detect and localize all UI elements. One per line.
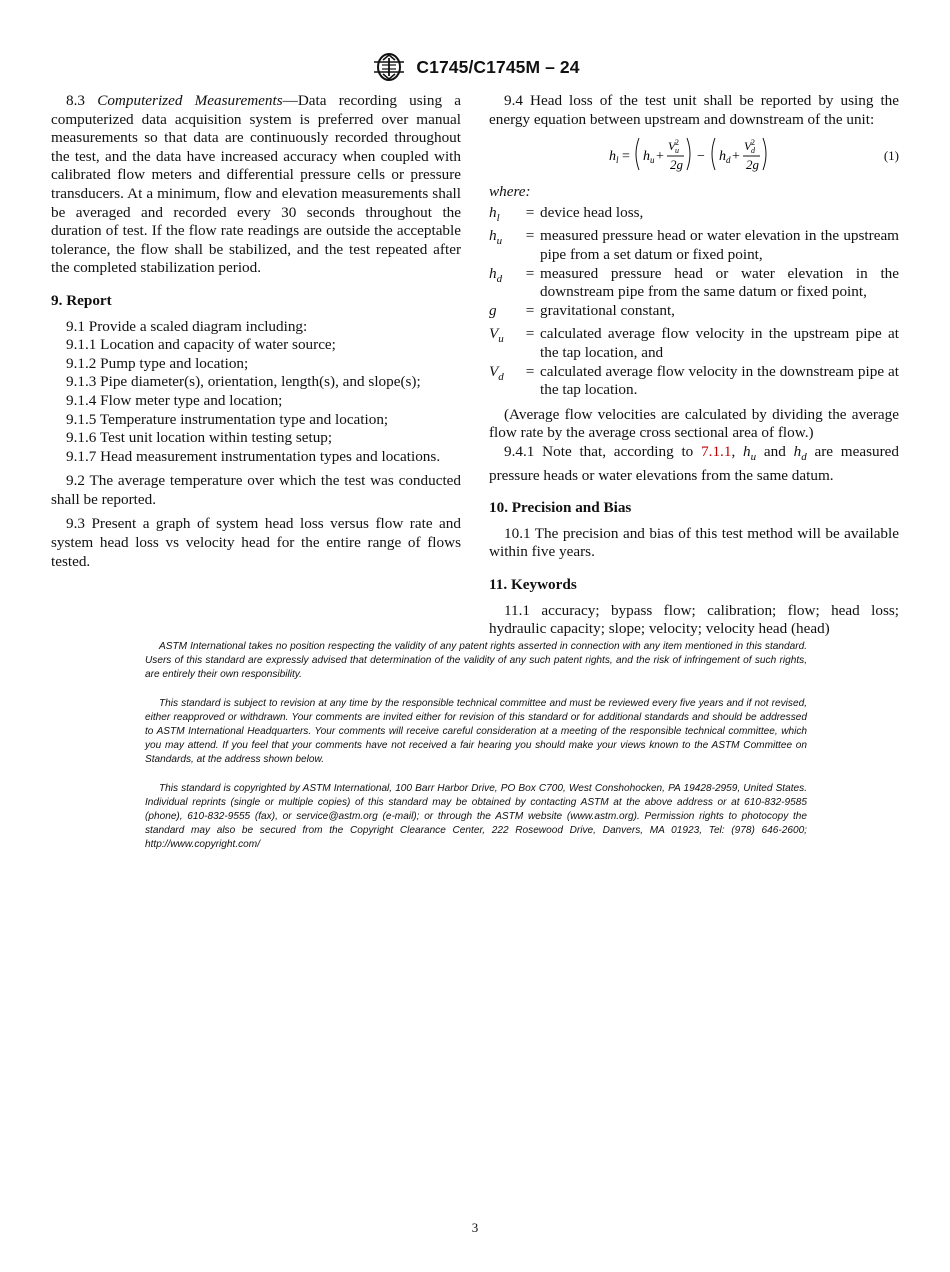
svg-text:+: + bbox=[656, 149, 664, 165]
svg-text:V: V bbox=[744, 139, 752, 154]
section-10-1: 10.1 The precision and bias of this test method will be available within five years. bbox=[489, 524, 899, 561]
astm-logo-icon bbox=[370, 52, 408, 82]
list-item: 9.1.3 Pipe diameter(s), orientation, length(s), and slope(s); bbox=[66, 373, 421, 391]
svg-text:l: l bbox=[616, 155, 619, 166]
svg-text:h: h bbox=[643, 149, 650, 165]
section-11-1: 11.1 accuracy; bypass flow; calibration; flow; head loss; hydraulic capacity; slope; velocity; velocity head (head) bbox=[489, 601, 899, 638]
svg-text:2: 2 bbox=[675, 138, 679, 148]
svg-text:2: 2 bbox=[751, 138, 755, 148]
svg-text:d: d bbox=[726, 155, 731, 166]
section-9-3: 9.3 Present a graph of system head loss versus flow rate and system head loss vs velocity head for the entire range of flows tested. bbox=[51, 515, 461, 570]
patent-notice: ASTM International takes no position respecting the validity of any patent rights asserted in connection with any item mentioned in this standard. Users of this standard are expressly advised that determination of the validity of any such patent rights, and the risk of infringement of such rights, are entirely their own responsibility. bbox=[145, 641, 807, 680]
left-column bbox=[51, 92, 461, 571]
svg-text:2g: 2g bbox=[746, 157, 759, 173]
section-ref-link[interactable]: 7.1.1 bbox=[701, 442, 732, 460]
svg-text:−: − bbox=[697, 149, 705, 165]
copyright-notice: This standard is copyrighted by ASTM International, 100 Barr Harbor Drive, PO Box C700, West Conshohocken, PA 19428-2959, United States. Individual reprints (single or multiple copies) of this standard may be obtained by contacting ASTM at the above address or at 610-832-9585 (phone), 610-832-9555 (fax), or service@astm.org (e-mail); or through the ASTM website (www.astm.org). Permission rights to photocopy the standard may also be secured from the Copyright Clearance Center, 222 Rosewood Drive, Danvers, MA 01923, Tel: (978) 646-2600; http://www.copyright.com/ bbox=[145, 783, 807, 850]
section-11-heading: 11. Keywords bbox=[489, 575, 577, 593]
definition-row: $V_d$ = calculated average flow velocity in the downstream pipe at the tap location. bbox=[489, 362, 899, 399]
page-header bbox=[0, 52, 950, 82]
section-9-1: 9.1 Provide a scaled diagram including: bbox=[66, 317, 308, 335]
page-number: 3 bbox=[471, 1220, 479, 1235]
svg-text:V: V bbox=[668, 139, 676, 154]
definition-row: $h_d$ = measured pressure head or water elevation in the downstream pipe from the same datum or fixed point, bbox=[489, 264, 899, 301]
svg-text:h: h bbox=[719, 149, 726, 165]
where-label: where: bbox=[489, 183, 531, 201]
section-9-4: 9.4 Head loss of the test unit shall be reported by using the energy equation between upstream and downstream of the unit: bbox=[489, 92, 899, 128]
list-item: 9.1.6 Test unit location within testing setup; bbox=[66, 429, 333, 447]
list-item: 9.1.5 Temperature instrumentation type and location; bbox=[66, 410, 389, 428]
definition-row: $h_l$ = device head loss, bbox=[489, 203, 644, 224]
document-id: C1745/C1745M – 24 bbox=[416, 56, 580, 77]
legal-notices bbox=[145, 640, 807, 867]
svg-text:d: d bbox=[751, 146, 755, 156]
section-8-3: 8.3 Computerized Measurements—Data recording using a computerized data acquisition system is preferred over manual measurements so that data are continuously recorded throughout the test, and the data have increased accuracy when coupled with calibrated flow meters and differential pressure cells or pressure transducers. At a minimum, flow and elevation measurements shall be averaged and recorded every 30 seconds throughout the duration of test. If the flow rate readings are outside the acceptable tolerance, the flow shall be stabilized, and the test repeated after the completed stabilization period. bbox=[51, 92, 462, 277]
list-item: 9.1.4 Flow meter type and location; bbox=[66, 391, 283, 409]
svg-text:h: h bbox=[609, 149, 616, 165]
definition-row: $h_u$ = measured pressure head or water elevation in the upstream pipe from a set datum or fixed point, bbox=[489, 227, 899, 263]
list-item: 9.1.1 Location and capacity of water source; bbox=[66, 336, 336, 354]
svg-text:u: u bbox=[675, 146, 679, 156]
section-9-4-1: 9.4.1 Note that, according to 7.1.1, $h_u$ and $h_d$ are measured pressure heads or water elevations from the same datum. bbox=[489, 442, 899, 484]
svg-text:2g: 2g bbox=[670, 157, 683, 173]
svg-text:=: = bbox=[622, 149, 630, 165]
right-column bbox=[489, 92, 899, 639]
average-velocity-note: (Average flow velocities are calculated by dividing the average flow rate by the average cross sectional area of flow.) bbox=[489, 405, 899, 442]
list-item: 9.1.2 Pump type and location; bbox=[66, 354, 249, 372]
energy-equation bbox=[489, 133, 899, 179]
section-10-heading: 10. Precision and Bias bbox=[489, 499, 632, 517]
section-8-3-title: Computerized Measurements bbox=[97, 92, 283, 109]
variable-definitions bbox=[489, 204, 899, 400]
revision-notice: This standard is subject to revision at any time by the responsible technical committee and must be reviewed every five years and if not revised, either reapproved or withdrawn. Your comments are invited either for revision of this standard or for additional standards and should be addressed to ASTM International Headquarters. Your comments will receive careful consideration at a meeting of the responsible technical committee, which you may attend. If you feel that your comments have not received a fair hearing you should make your views known to the ASTM Committee on Standards, at the address shown below. bbox=[145, 698, 807, 765]
section-9-heading: 9. Report bbox=[51, 291, 112, 309]
definition-row: g = gravitational constant, bbox=[489, 301, 675, 319]
svg-text:u: u bbox=[650, 155, 655, 166]
equation-number: (1) bbox=[883, 148, 899, 164]
list-item: 9.1.7 Head measurement instrumentation types and locations. bbox=[66, 447, 441, 465]
svg-text:+: + bbox=[732, 149, 740, 165]
definition-row: $V_u$ = calculated average flow velocity in the upstream pipe at the tap location, and bbox=[489, 325, 899, 361]
section-9-2: 9.2 The average temperature over which the test was conducted shall be reported. bbox=[51, 472, 461, 508]
